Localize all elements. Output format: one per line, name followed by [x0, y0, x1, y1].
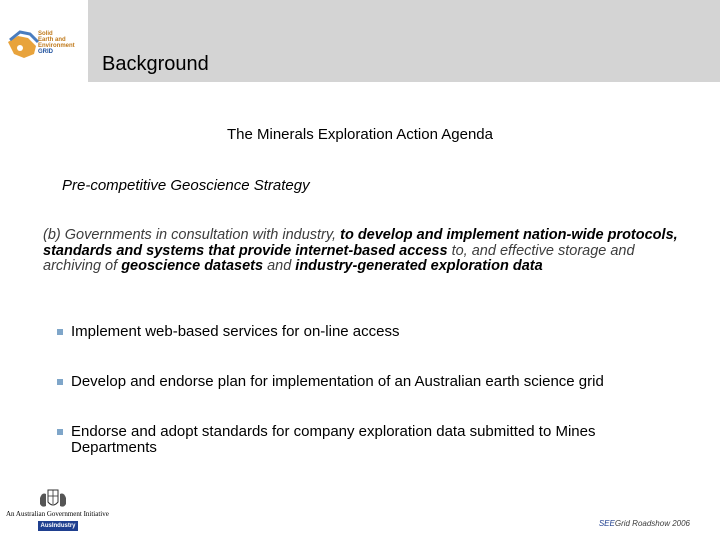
paragraph-segment: (b) Governments in consultation with industry, [43, 227, 341, 243]
agenda-subtitle: The Minerals Exploration Action Agenda [227, 126, 493, 143]
logo-line: Environment [38, 43, 75, 49]
bullet-text: Endorse and adopt standards for company exploration data submitted to Mines Departments [71, 423, 596, 456]
bullet-square-icon [57, 379, 63, 385]
logo-line: GRID [38, 49, 53, 55]
footer-event-prefix: SEE [598, 519, 615, 528]
bullet-text: Develop and endorse plan for implementation of an Australian earth science grid [71, 373, 604, 390]
bullet-item [57, 374, 677, 390]
bullet-item [57, 424, 677, 456]
bullet-item [57, 324, 677, 340]
ausindustry-badge: AusIndustry [38, 521, 78, 531]
paragraph-segment: to develop and implement nation-wide protocols, standards and systems that provide internet-based access [43, 227, 678, 259]
paragraph-segment: to, and effective storage and archiving of [43, 242, 635, 274]
australian-coat-of-arms-icon [38, 488, 68, 512]
government-initiative-text: An Australian Government Initiative [6, 510, 109, 518]
logo-line: Solid [38, 31, 53, 37]
paragraph-segment: geoscience datasets [121, 258, 264, 274]
bullet-text: Implement web-based services for on-line access [71, 323, 400, 340]
footer-event-label [599, 519, 690, 529]
paragraph-segment: and [263, 258, 296, 274]
agenda-paragraph [43, 228, 683, 275]
strategy-heading: Pre-competitive Geoscience Strategy [62, 177, 310, 194]
logo-line: Earth and [38, 37, 66, 43]
bullet-square-icon [57, 429, 63, 435]
page-title: Background [102, 53, 209, 75]
bullet-square-icon [57, 329, 63, 335]
paragraph-segment: industry-generated exploration data [295, 258, 543, 274]
logo-text [38, 31, 75, 55]
footer-event-rest: Grid Roadshow 2006 [614, 519, 690, 528]
logo-area [0, 0, 88, 82]
